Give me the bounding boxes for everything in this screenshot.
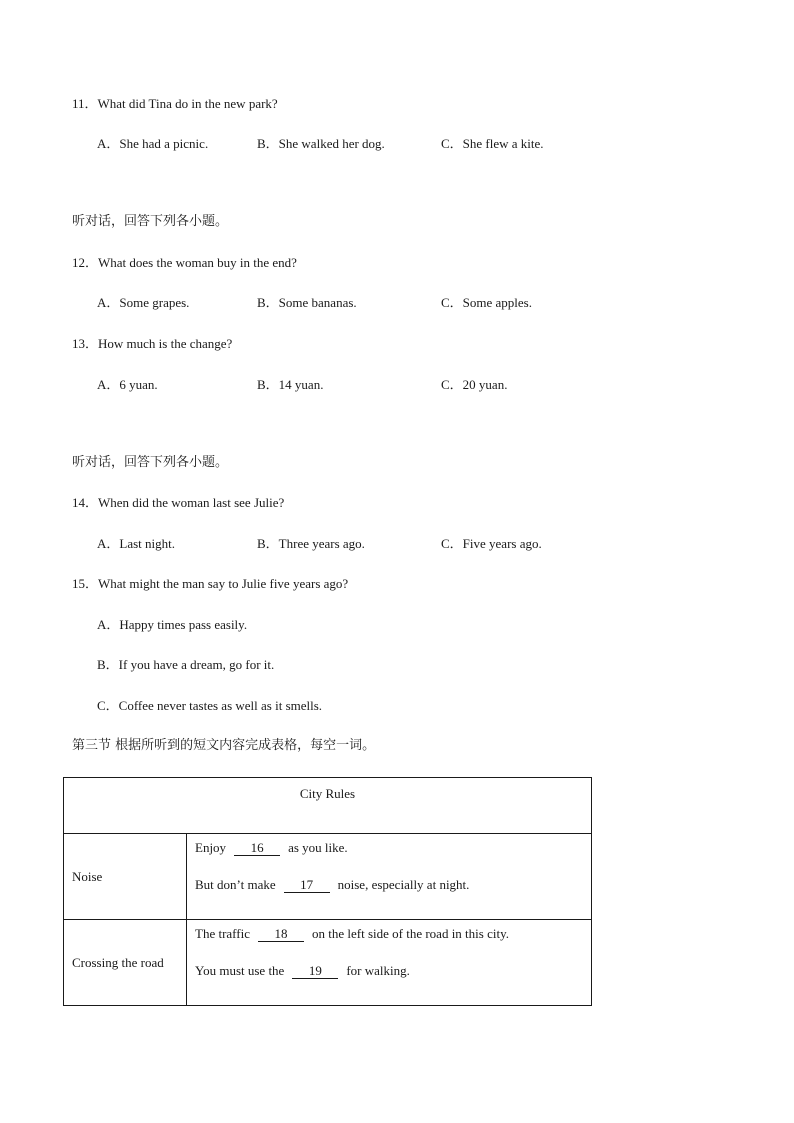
- q12-option-b[interactable]: B．Some bananas.: [257, 295, 357, 310]
- part3-heading: 第三节 根据所听到的短文内容完成表格，每空一词。: [72, 738, 376, 753]
- row-content-noise: [187, 834, 592, 920]
- table-title-row: [64, 778, 592, 834]
- row-content-crossing-road: [187, 920, 592, 1006]
- section-instruction-2: 听对话，回答下列各小题。: [72, 455, 229, 470]
- rule-text: as you like.: [288, 840, 348, 855]
- rule-text: for walking.: [346, 963, 410, 978]
- rule-text: noise, especially at night.: [337, 877, 470, 892]
- rule-line: [195, 877, 591, 893]
- rule-line: [195, 840, 591, 856]
- question-14: 14．When did the woman last see Julie?: [72, 495, 285, 510]
- blank-17[interactable]: 17: [284, 878, 330, 893]
- row-label-noise: Noise: [64, 834, 187, 920]
- q11-option-c[interactable]: C．She flew a kite.: [441, 136, 544, 151]
- table-title: City Rules: [64, 778, 592, 834]
- q15-option-a[interactable]: A．Happy times pass easily.: [97, 617, 248, 632]
- q13-option-a[interactable]: A．6 yuan.: [97, 377, 158, 392]
- blank-19[interactable]: 19: [292, 964, 338, 979]
- q11-option-a[interactable]: A．She had a picnic.: [97, 136, 209, 151]
- q14-option-a[interactable]: A．Last night.: [97, 536, 175, 551]
- question-15: 15．What might the man say to Julie five years ago?: [72, 576, 349, 591]
- rule-text: The traffic: [195, 926, 250, 941]
- question-13: 13．How much is the change?: [72, 336, 233, 351]
- rule-text: Enjoy: [195, 840, 227, 855]
- question-12: 12．What does the woman buy in the end?: [72, 255, 297, 270]
- q12-option-a[interactable]: A．Some grapes.: [97, 295, 190, 310]
- table-row: [64, 920, 592, 1006]
- q15-option-c[interactable]: C．Coffee never tastes as well as it smells.: [97, 698, 323, 713]
- blank-18[interactable]: 18: [258, 927, 304, 942]
- rule-line: [195, 926, 591, 942]
- section-instruction-1: 听对话，回答下列各小题。: [72, 214, 229, 229]
- q15-option-b[interactable]: B．If you have a dream, go for it.: [97, 657, 275, 672]
- q11-option-b[interactable]: B．She walked her dog.: [257, 136, 385, 151]
- q13-option-c[interactable]: C．20 yuan.: [441, 377, 508, 392]
- rule-text: You must use the: [195, 963, 285, 978]
- q14-option-c[interactable]: C．Five years ago.: [441, 536, 542, 551]
- row-label-crossing-road: Crossing the road: [64, 920, 187, 1006]
- rule-text: on the left side of the road in this city.: [311, 926, 509, 941]
- table-row: [64, 834, 592, 920]
- city-rules-table: [63, 777, 592, 1006]
- q14-option-b[interactable]: B．Three years ago.: [257, 536, 365, 551]
- blank-16[interactable]: 16: [234, 841, 280, 856]
- q12-option-c[interactable]: C．Some apples.: [441, 295, 532, 310]
- q13-option-b[interactable]: B．14 yuan.: [257, 377, 324, 392]
- rule-text: But don’t make: [195, 877, 276, 892]
- rule-line: [195, 963, 591, 979]
- question-11: 11．What did Tina do in the new park?: [72, 96, 278, 111]
